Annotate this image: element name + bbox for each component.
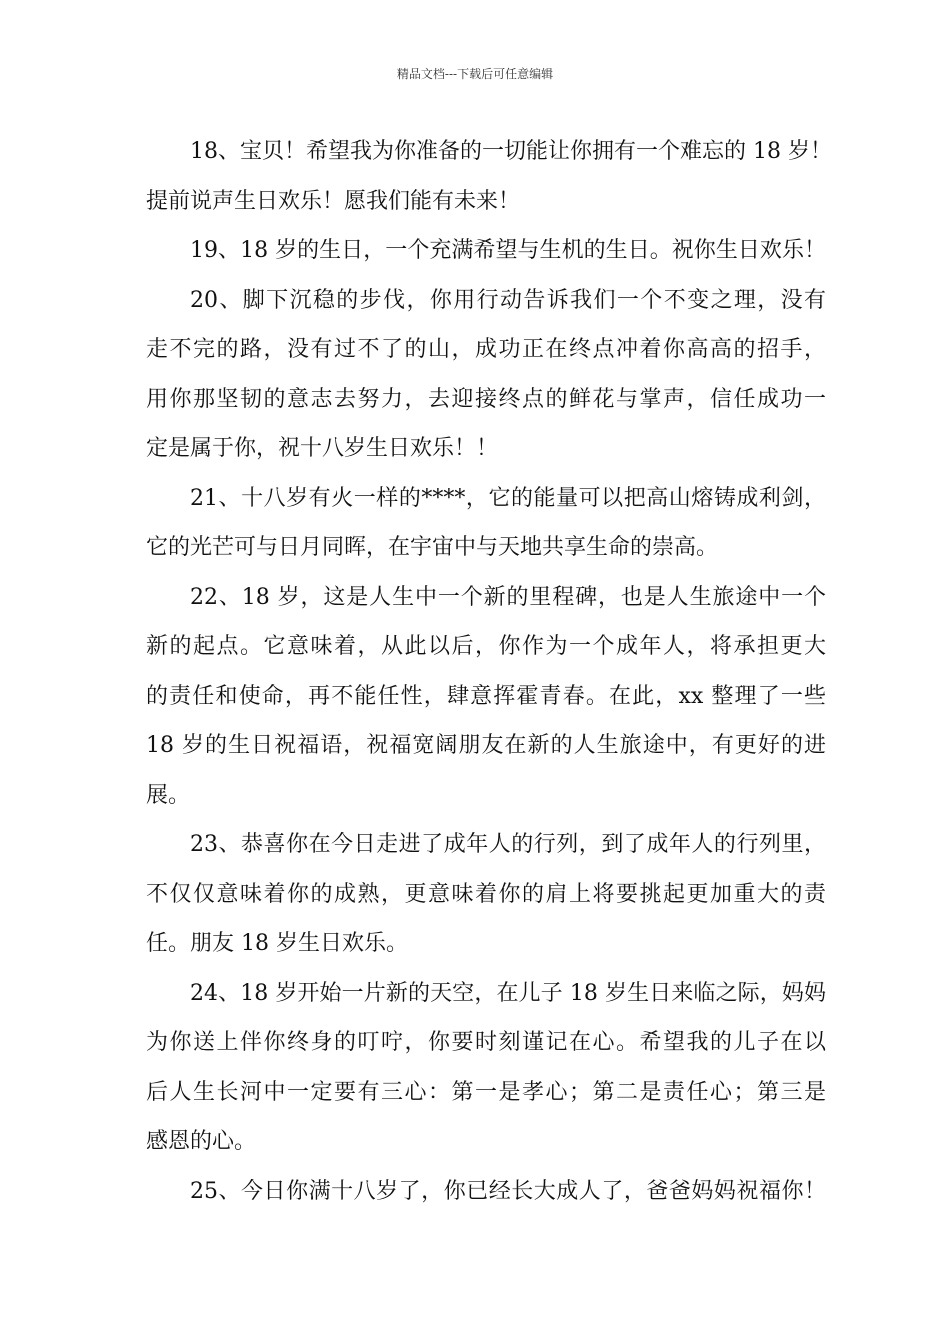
text-line: 18、宝贝！希望我为你准备的一切能让你拥有一个难忘的 18 岁！ [190,139,832,164]
paragraph-21 [146,474,826,573]
text-line: 感恩的心。 [146,1129,257,1154]
text-line: 展。 [146,782,191,808]
text-line: 为你送上伴你终身的叮咛，你要时刻谨记在心。希望我的儿子在以 [146,1030,826,1055]
text-line: 18 岁的生日祝福语，祝福宽阔朋友在新的人生旅途中，有更好的进 [146,733,826,758]
paragraph-22 [146,573,826,821]
page-header: 精品文档---下载后可任意编辑 [396,67,554,81]
text-line: 21、十八岁有火一样的****，它的能量可以把高山熔铸成利剑， [190,485,826,511]
text-line: 用你那坚韧的意志去努力，去迎接终点的鲜花与掌声，信任成功一 [146,386,826,412]
document-body [146,127,832,1216]
text-line: 任。朋友 18 岁生日欢乐。 [146,931,408,956]
paragraph-24 [146,969,826,1167]
text-line: 它的光芒可与日月同晖，在宇宙中与天地共享生命的崇高。 [146,535,719,560]
paragraph-23 [146,820,826,969]
text-line: 的责任和使命，再不能任性，肆意挥霍青春。在此，xx 整理了一些 [146,683,826,709]
text-line: 25、今日你满十八岁了，你已经长大成人了，爸爸妈妈祝福你！ [190,1178,826,1204]
text-line: 23、恭喜你在今日走进了成年人的行列，到了成年人的行列里， [190,832,826,857]
text-line: 新的起点。它意味着，从此以后，你作为一个成年人，将承担更大 [146,634,826,659]
paragraph-19 [146,226,826,276]
paragraph-18 [146,127,832,226]
text-line: 定是属于你，祝十八岁生日欢乐！！ [146,436,499,461]
text-line: 19、18 岁的生日，一个充满希望与生机的生日。祝你生日欢乐！ [190,238,826,263]
text-line: 20、脚下沉稳的步伐，你用行动告诉我们一个不变之理，没有 [190,287,826,313]
text-line: 后人生长河中一定要有三心：第一是孝心；第二是责任心；第三是 [146,1079,826,1105]
paragraph-25 [146,1167,826,1217]
text-line: 22、18 岁，这是人生中一个新的里程碑，也是人生旅途中一个 [190,584,826,610]
text-line: 不仅仅意味着你的成熟，更意味着你的肩上将要挑起更加重大的责 [146,881,826,907]
paragraph-20 [146,276,826,474]
text-line: 提前说声生日欢乐！愿我们能有未来！ [146,188,521,214]
text-line: 走不完的路，没有过不了的山，成功正在终点冲着你高高的招手， [146,337,826,362]
text-line: 24、18 岁开始一片新的天空，在儿子 18 岁生日来临之际，妈妈 [190,980,826,1006]
